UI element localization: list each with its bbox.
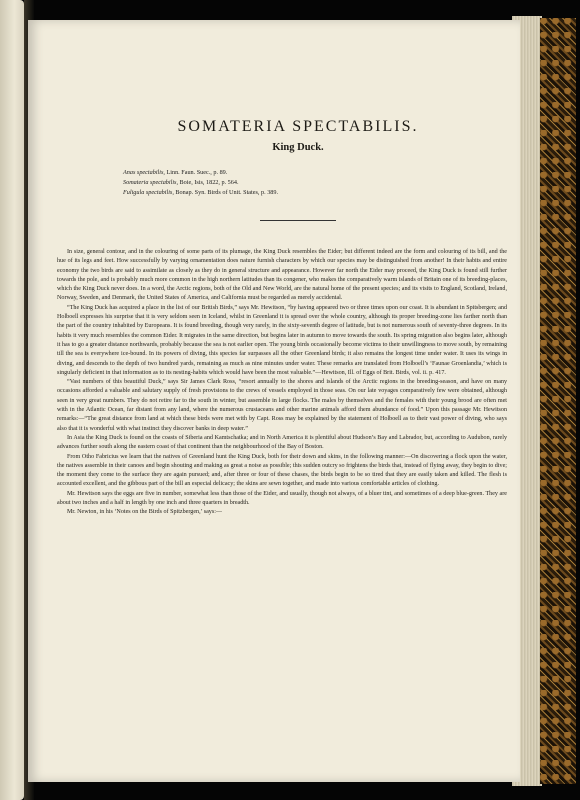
- body-text: [57, 248, 507, 518]
- paragraph: Mr. Newton, in his ‘Notes on the Birds of Spitzbergen,’ says:—: [67, 509, 222, 516]
- synonym-line: [123, 168, 278, 178]
- synonym-ref: Bonap. Syn. Birds of Unit. States, p. 389.: [175, 189, 279, 196]
- paragraph: Mr. Hewitson says the eggs are five in number, somewhat less than those of the Eider, and usually, though not always, of a bluer tint, and sometimes of a deep blue-green. They are about two inches and a half in length by one inch and three quarters in breadth.: [57, 490, 507, 507]
- synonym-line: [123, 188, 278, 198]
- book-page: [28, 20, 520, 782]
- common-name: King Duck.: [272, 142, 324, 153]
- marbled-cover-edge: [540, 18, 576, 784]
- synonym-name: Fuligula spectabilis,: [123, 189, 174, 196]
- synonym-ref: Linn. Faun. Suec., p. 89.: [166, 169, 228, 176]
- left-page-edge: [0, 0, 24, 800]
- synonym-name: Somateria spectabilis,: [123, 179, 178, 186]
- paragraph: “Vast numbers of this beautiful Duck,” says Sir James Clark Ross, “resort annually to the shores and islands of the Arctic regions in the breeding-season, and have on many occasions afforded a valuable and salutary supply of fresh provisions to the crews of vessels employed in those seas. On our late voyages comparatively few were obtained, although seen in very great numbers. They do not retire far to the south in winter, but assemble in large flocks. The males by themselves and the females with their young brood are often met with in the Atlantic Ocean, far distant from any land, where the numerous crustaceans and other marine animals afford them abundance of food.” Upon this passage Mr. Hewitson remarks:—“The great distance from land at which these birds were met with by Capt. Ross may be explained by the statement of Holboell as to their vast power of diving, who says also that it is wonderful with what instinct they discover banks in deep water.”: [57, 379, 507, 432]
- paragraph: In Asia the King Duck is found on the coasts of Siberia and Kamtschatka; and in North America it is plentiful about Hudson’s Bay and Labrador, but, according to Audubon, rarely advances further south along the eastern coast of that continent than the neighbourhood of the Bay of Boston.: [57, 434, 507, 451]
- synonym-name: Anas spectabilis,: [123, 169, 165, 176]
- synonym-line: [123, 178, 278, 188]
- divider-rule: [260, 220, 336, 221]
- page-title: SOMATERIA SPECTABILIS.: [177, 118, 419, 135]
- synonymy-list: [123, 168, 278, 198]
- paragraph: “The King Duck has acquired a place in the list of our British Birds,” says Mr. Hewitson, “by having appeared two or three times upon our coast. It is abundant in Spitsbergen; and Holboell expresses his surprise that it is very seldom seen in Iceland, whilst in Greenland it is spread over the whole country, although its proper breeding-zone lies farther north than the part of the country inhabited by Europeans. It is found breeding, though very rarely, in the sixty-seventh degree of latitude, but is not numerous south of seventy-three degrees. In its habits it very much resembles the common Eider. It migrates in the same direction, but begins later in autumn to move towards the south. Its spring migration also begins later, although it has to go a greater distance northwards, probably because the sea is not earlier open. The young birds occasionally become victims to their unwillingness to move south, by remaining till the sea is everywhere ice-bound. In its powers of diving, this species far surpasses all the other Greenland birds; it also remains the longest time under water. It uses its wings in diving, and descends to the depth of two hundred yards, remaining as much as nine minutes under water. These remarks are translated from Holboell’s ‘Faunae Groenlandia,’ which is singularly deficient in that information as to its nesting-habits which would have been the most valuable.”—Hewitson, Ill. of Eggs of Brit. Birds, vol. ii. p. 417.: [57, 304, 507, 376]
- synonym-ref: Boie, Isis, 1822, p. 564.: [179, 179, 239, 186]
- paragraph: From Otho Fabricius we learn that the natives of Greenland hunt the King Duck, both for their down and skins, in the following manner:—On discovering a flock upon the water, the natives assemble in their canoes and begin shouting and making as great a noise as possible; this sudden outcry so frightens the birds that, instead of flying away, they begin to dive; the moment they come to the surface they are again pursued; and, after three or four of these chases, the birds begin to be so tired that they are easily taken and killed. The flesh is accounted excellent, and the gibbous part of the bill an especial delicacy; the skins are sewn together, and made into various comfortable articles of clothing.: [57, 453, 507, 488]
- paragraph: In size, general contour, and in the colouring of some parts of its plumage, the King Duck resembles the Eider; but different indeed are the form and colouring of its bill, and the hue of its legs and feet. How successfully by varying ornamentation does nature furnish characters by which our species may be distinguished from another! In their habits and entire economy the two birds are said to assimilate as closely as they do in general structure and appearance. However far north the Eider may proceed, the King Duck is found still further towards the pole, and is probably much more common in the high northern latitudes than its congener, who makes the comparatively warm islands of Britain one of its breeding-places, which the King Duck never does. In a word, the Arctic regions, both of the Old and New World, are the natural home of the present species; and its visits to England, Scotland, Ireland, Norway, Sweden, and Denmark, the United States of America, and California must be regarded as merely accidental.: [57, 249, 507, 302]
